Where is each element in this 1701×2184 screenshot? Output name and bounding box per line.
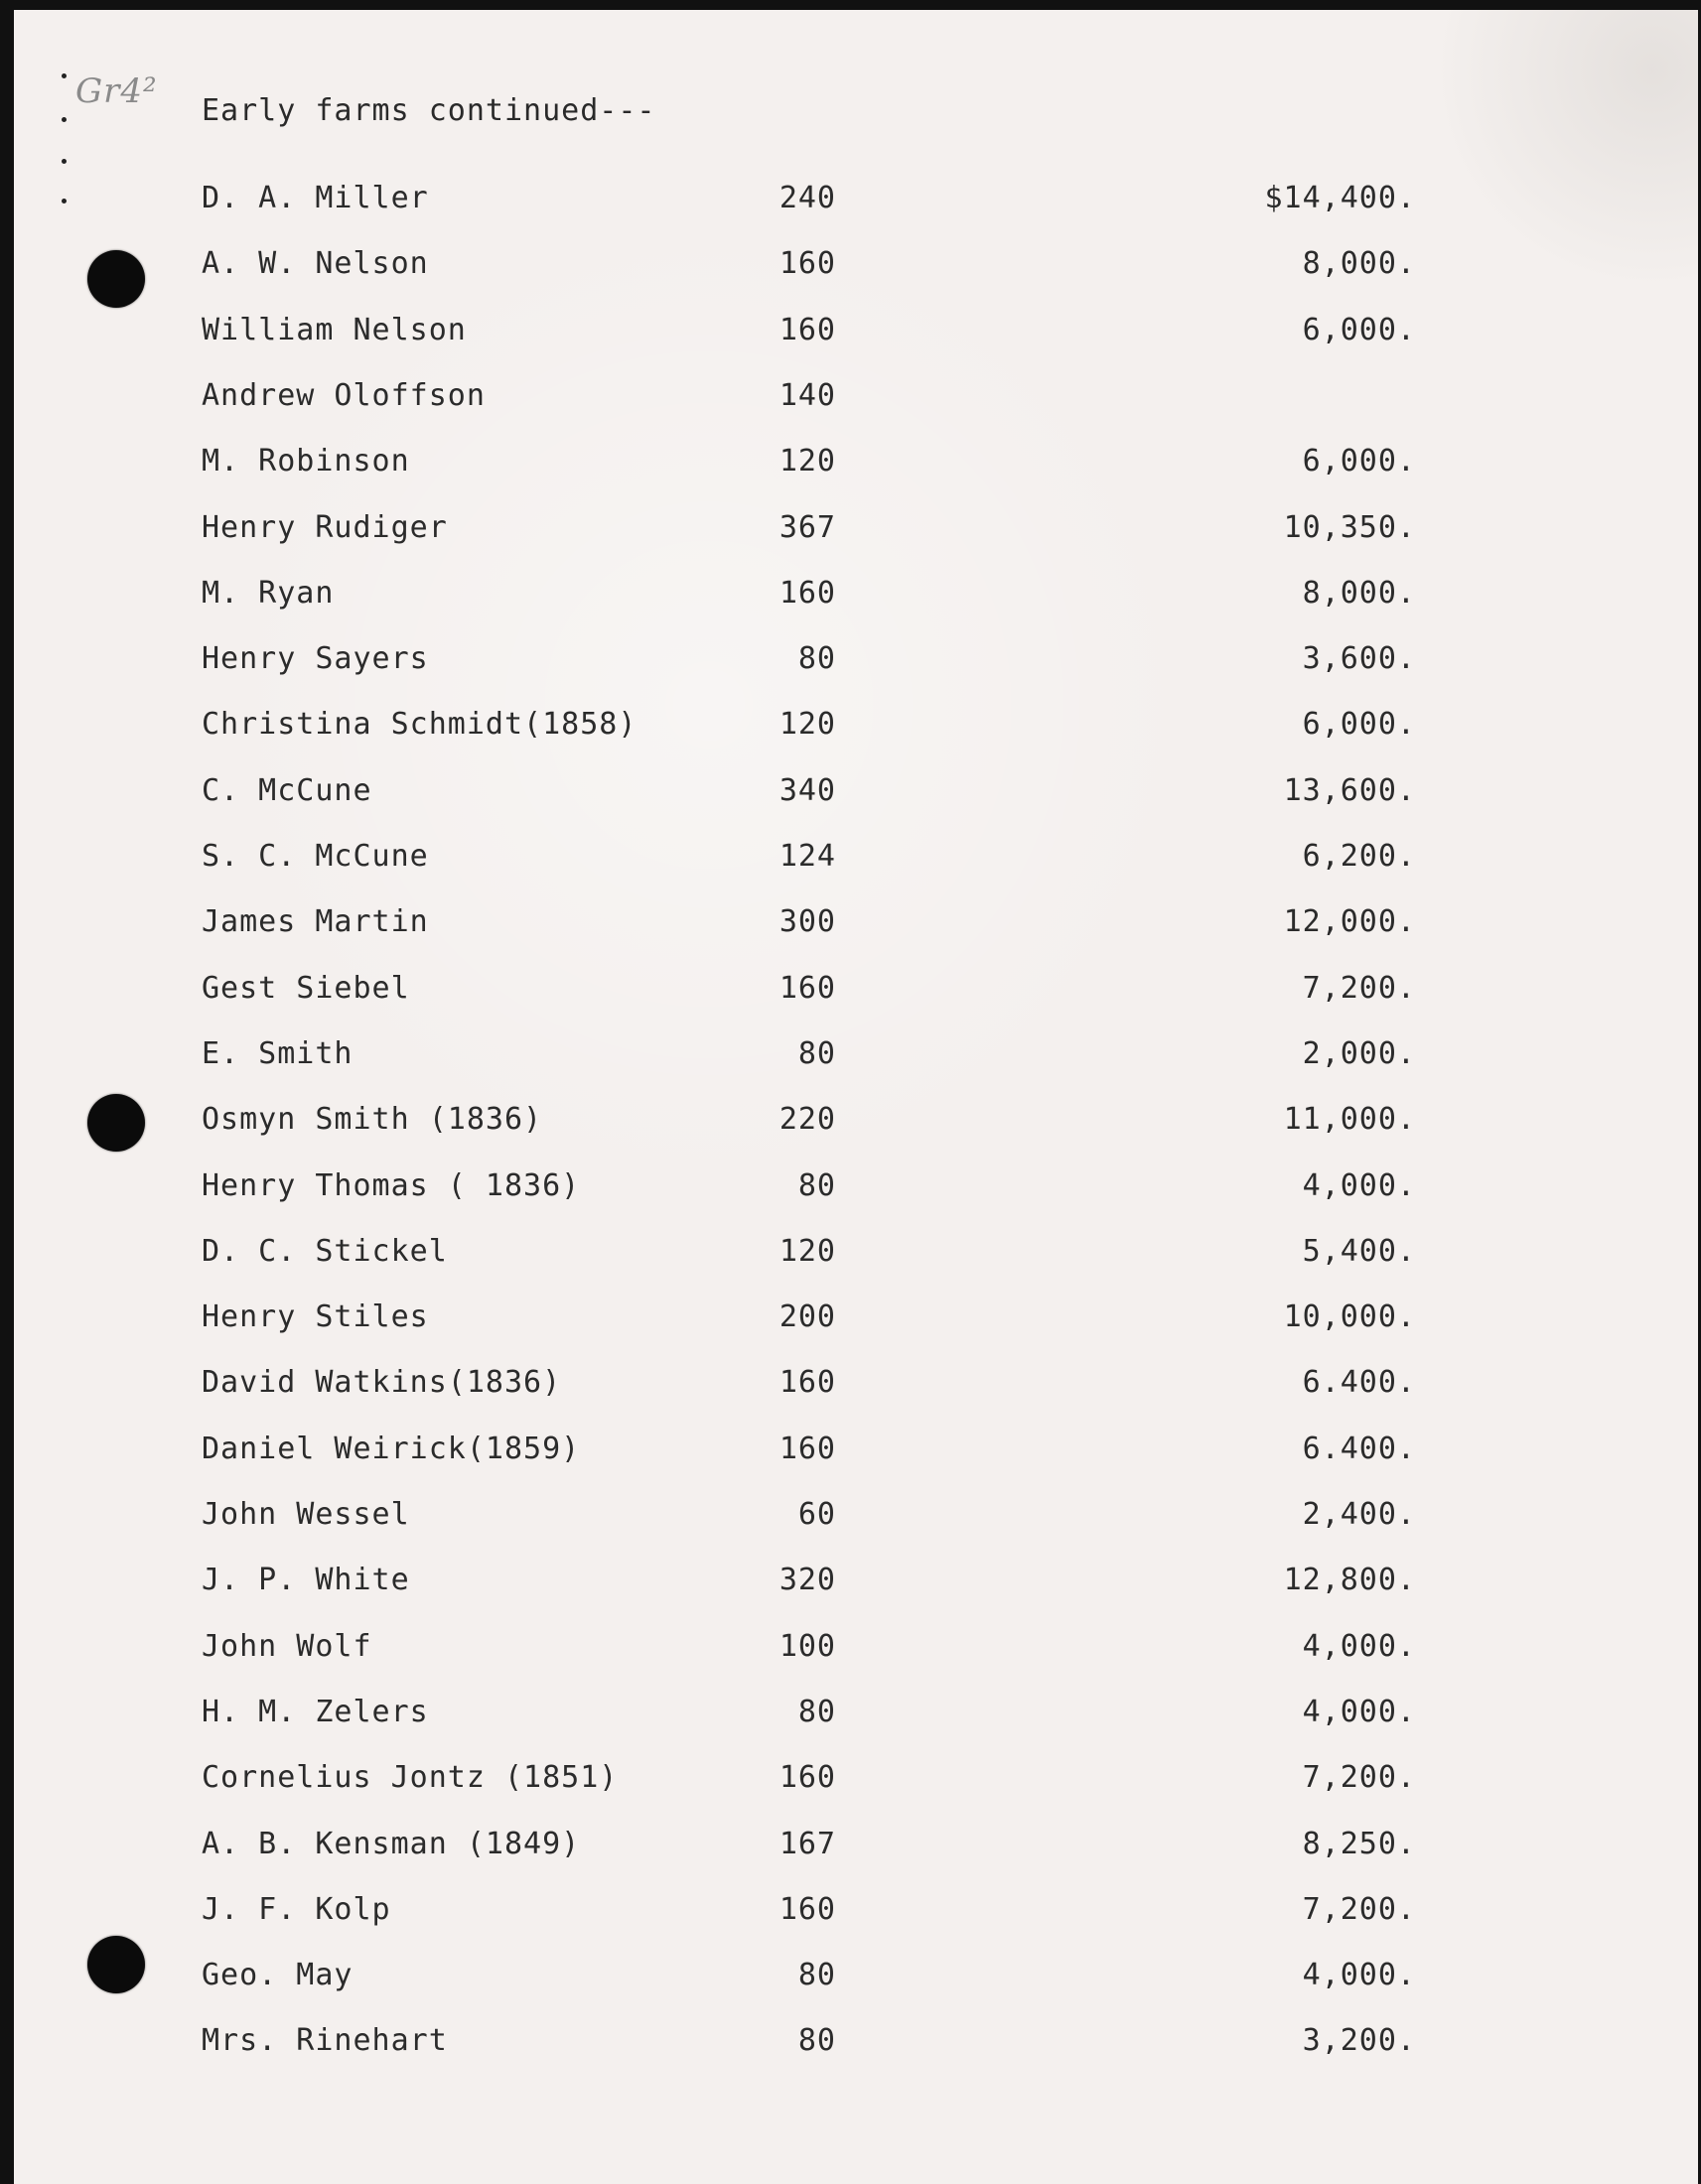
farm-value: 6,000. — [1302, 312, 1416, 347]
acreage: 160 — [779, 970, 836, 1006]
acreage: 160 — [779, 312, 836, 347]
farm-value: 6.400. — [1302, 1365, 1416, 1401]
owner-name: Osmyn Smith (1836) — [202, 1102, 543, 1138]
farm-value: 8,250. — [1302, 1826, 1416, 1861]
farm-value: 12,800. — [1283, 1563, 1416, 1598]
table-row — [14, 1629, 1698, 1679]
farm-value: 5,400. — [1302, 1233, 1416, 1269]
table-row — [14, 313, 1698, 362]
owner-name: J. F. Kolp — [202, 1891, 391, 1927]
acreage: 80 — [797, 1167, 836, 1203]
owner-name: D. A. Miller — [202, 181, 429, 215]
farm-value: 3,600. — [1302, 641, 1416, 677]
farm-value: 6,000. — [1302, 707, 1416, 743]
farm-value: 10,350. — [1283, 509, 1416, 545]
acreage: 60 — [797, 1497, 836, 1532]
table-row — [14, 773, 1698, 823]
owner-name: Christina Schmidt(1858) — [202, 707, 638, 743]
owner-name: Henry Rudiger — [202, 509, 448, 545]
acreage: 160 — [779, 246, 836, 282]
acreage: 200 — [779, 1299, 836, 1335]
table-row — [14, 1365, 1698, 1415]
acreage: 120 — [779, 707, 836, 743]
farm-value: 8,000. — [1302, 575, 1416, 611]
handwritten-margin-note: Gr4² — [75, 71, 158, 111]
owner-name: M. Ryan — [202, 575, 335, 611]
owner-name: Henry Sayers — [202, 641, 429, 677]
table-row — [14, 246, 1698, 296]
acreage: 120 — [779, 1233, 836, 1269]
table-row — [14, 707, 1698, 756]
farm-value: 6.400. — [1302, 1431, 1416, 1466]
farm-value: 8,000. — [1302, 246, 1416, 282]
farm-value: 7,200. — [1302, 1891, 1416, 1927]
acreage: 80 — [797, 2023, 836, 2059]
table-row — [14, 378, 1698, 428]
acreage: 367 — [779, 509, 836, 545]
farm-value: $14,400. — [1264, 181, 1416, 215]
owner-name: Geo. May — [202, 1958, 354, 1993]
acreage: 100 — [779, 1628, 836, 1664]
acreage: 160 — [779, 1760, 836, 1796]
farm-value: 7,200. — [1302, 970, 1416, 1006]
table-row — [14, 1102, 1698, 1152]
acreage: 340 — [779, 772, 836, 808]
acreage: 160 — [779, 1891, 836, 1927]
table-row — [14, 510, 1698, 560]
owner-name: A. W. Nelson — [202, 246, 429, 282]
farm-value: 4,000. — [1302, 1628, 1416, 1664]
farm-value: 6,000. — [1302, 444, 1416, 479]
owner-name: Daniel Weirick(1859) — [202, 1431, 581, 1466]
table-row — [14, 1299, 1698, 1349]
owner-name: C. McCune — [202, 772, 372, 808]
owner-name: Mrs. Rinehart — [202, 2023, 448, 2059]
table-row — [14, 1432, 1698, 1481]
owner-name: E. Smith — [202, 1035, 354, 1071]
acreage: 80 — [797, 1694, 836, 1729]
page-heading: Early farms continued--- — [202, 93, 656, 128]
table-row — [14, 904, 1698, 954]
table-row — [14, 444, 1698, 493]
farm-value: 6,200. — [1302, 839, 1416, 874]
table-row — [14, 971, 1698, 1021]
table-row — [14, 839, 1698, 888]
farm-value: 12,000. — [1283, 904, 1416, 940]
table-row — [14, 1695, 1698, 1744]
owner-name: William Nelson — [202, 312, 467, 347]
acreage: 120 — [779, 444, 836, 479]
acreage: 160 — [779, 1365, 836, 1401]
acreage: 124 — [779, 839, 836, 874]
acreage: 320 — [779, 1563, 836, 1598]
farm-value: 4,000. — [1302, 1958, 1416, 1993]
owner-name: D. C. Stickel — [202, 1233, 448, 1269]
table-row — [14, 576, 1698, 625]
owner-name: M. Robinson — [202, 444, 410, 479]
acreage: 220 — [779, 1102, 836, 1138]
farm-value: 7,200. — [1302, 1760, 1416, 1796]
table-row — [14, 641, 1698, 691]
farm-value: 2,400. — [1302, 1497, 1416, 1532]
farm-value: 2,000. — [1302, 1035, 1416, 1071]
table-row — [14, 1827, 1698, 1876]
farm-value: 13,600. — [1283, 772, 1416, 808]
table-row — [14, 181, 1698, 230]
farm-value: 10,000. — [1283, 1299, 1416, 1335]
table-row — [14, 1892, 1698, 1942]
table-row — [14, 1563, 1698, 1612]
owner-name: John Wessel — [202, 1497, 410, 1532]
acreage: 140 — [779, 377, 836, 413]
acreage: 80 — [797, 1035, 836, 1071]
owner-name: Cornelius Jontz (1851) — [202, 1760, 619, 1796]
acreage: 240 — [779, 181, 836, 215]
owner-name: J. P. White — [202, 1563, 410, 1598]
owner-name: Henry Thomas ( 1836) — [202, 1167, 581, 1203]
owner-name: David Watkins(1836) — [202, 1365, 562, 1401]
owner-name: A. B. Kensman (1849) — [202, 1826, 581, 1861]
table-row — [14, 2023, 1698, 2073]
acreage: 167 — [779, 1826, 836, 1861]
acreage: 300 — [779, 904, 836, 940]
owner-name: John Wolf — [202, 1628, 372, 1664]
owner-name: Andrew Oloffson — [202, 377, 486, 413]
table-row — [14, 1497, 1698, 1547]
owner-name: Henry Stiles — [202, 1299, 429, 1335]
farm-records-list — [14, 10, 1698, 2184]
owner-name: Gest Siebel — [202, 970, 410, 1006]
farm-value: 4,000. — [1302, 1167, 1416, 1203]
acreage: 80 — [797, 1958, 836, 1993]
owner-name: S. C. McCune — [202, 839, 429, 874]
table-row — [14, 1958, 1698, 2007]
farm-value: 11,000. — [1283, 1102, 1416, 1138]
acreage: 160 — [779, 575, 836, 611]
document-page — [14, 10, 1698, 2184]
acreage: 160 — [779, 1431, 836, 1466]
owner-name: H. M. Zelers — [202, 1694, 429, 1729]
farm-value: 3,200. — [1302, 2023, 1416, 2059]
acreage: 80 — [797, 641, 836, 677]
table-row — [14, 1234, 1698, 1284]
table-row — [14, 1168, 1698, 1218]
farm-value: 4,000. — [1302, 1694, 1416, 1729]
table-row — [14, 1036, 1698, 1086]
table-row — [14, 1760, 1698, 1810]
owner-name: James Martin — [202, 904, 429, 940]
